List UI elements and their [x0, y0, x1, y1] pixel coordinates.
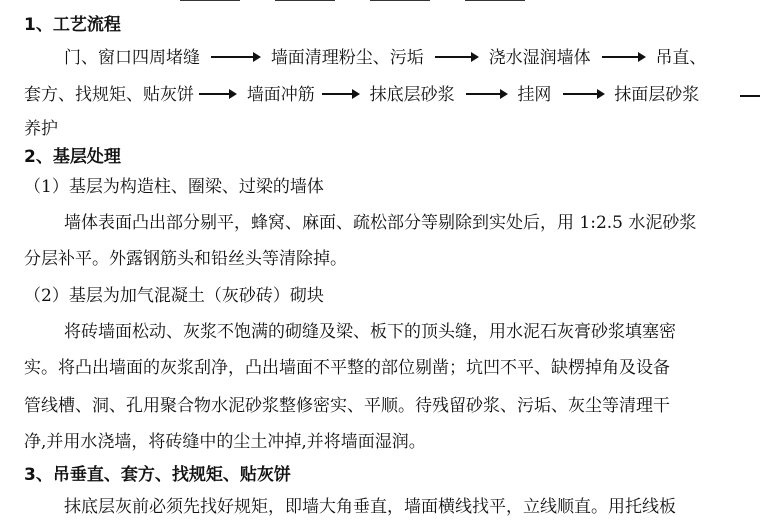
subsection-2-title: （2）基层为加气混凝土（灰砂砖）砌块 [24, 286, 324, 306]
arrow-icon [435, 56, 477, 58]
flow-step: 门、窗口四周堵缝 [64, 48, 200, 68]
flow-step: 抹底层砂浆 [369, 85, 455, 105]
paragraph-line: 净,并用水浇墙，将砖缝中的尘土冲掉,并将墙面湿润。 [24, 432, 426, 452]
trailing-line [740, 95, 760, 97]
paragraph-line: 管线槽、洞、孔用聚合物水泥砂浆整修密实、平顺。待残留砂浆、污垢、灰尘等清理干 [24, 396, 670, 416]
flow-step: 抹面层砂浆 [614, 85, 700, 105]
flow-row-2 [24, 83, 699, 107]
flow-step: 墙面冲筋 [246, 85, 315, 105]
flow-step: 挂网 [517, 85, 552, 105]
section-1-heading: 1、工艺流程 [24, 15, 121, 35]
flow-step: 浇水湿润墙体 [488, 48, 591, 68]
clipped-glyph [180, 0, 240, 1]
paragraph-line: 分层补平。外露钢筋头和铅丝头等清除掉。 [24, 249, 347, 269]
arrow-icon [563, 93, 603, 95]
paragraph-line: 抹底层灰前必须先找好规矩，即墙大角垂直，墙面横线找平，立线顺直。用托线板 [64, 497, 676, 517]
paragraph-line: 将砖墙面松动、灰浆不饱满的砌缝及梁、板下的顶头缝，用水泥石灰膏砂浆填塞密 [64, 322, 676, 342]
flow-row-3: 养护 [24, 119, 58, 139]
clipped-glyph [370, 0, 430, 1]
section-3-heading: 3、吊垂直、套方、找规矩、贴灰饼 [24, 465, 291, 485]
arrow-icon [211, 56, 259, 58]
flow-row-1 [64, 46, 706, 70]
arrow-icon [466, 93, 506, 95]
arrow-icon [602, 56, 644, 58]
flow-step: 套方、找规矩、贴灰饼 [24, 85, 194, 105]
clipped-glyph [465, 0, 525, 1]
arrow-icon [322, 93, 358, 95]
flow-step: 墙面清理粉尘、污垢 [270, 48, 424, 68]
arrow-icon [199, 93, 235, 95]
clipped-top-text [180, 0, 600, 2]
subsection-1-title: （1）基层为构造柱、圈梁、过梁的墙体 [24, 177, 324, 197]
flow-step: 吊直、 [655, 48, 707, 68]
section-2-heading: 2、基层处理 [24, 147, 121, 167]
paragraph-line: 实。将凸出墙面的灰浆刮净，凸出墙面不平整的部位剔凿；坑凹不平、缺楞掉角及设备 [24, 358, 670, 378]
paragraph-line: 墙体表面凸出部分剔平，蜂窝、麻面、疏松部分等剔除到实处后，用 1:2.5 水泥砂浆 [64, 213, 697, 233]
clipped-glyph [275, 0, 335, 1]
